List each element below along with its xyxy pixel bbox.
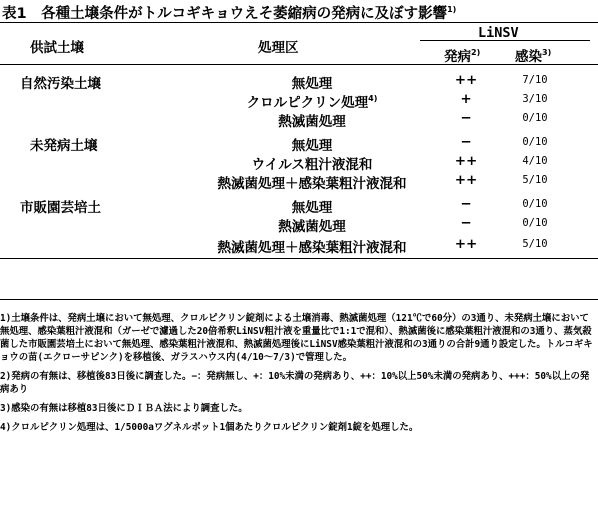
- header-bottom-rule: [0, 64, 598, 65]
- row-5-treatment: ウイルス粗汁液混和: [251, 157, 373, 173]
- footnote-1: 1)土壌条件は、発病土壌において無処理、クロルピクリン錠剤による土壌消毒、熱滅菌処理（121℃で60分）の3通り、未発病土壌において無処理、感染葉粗汁液混和（ガーゼで濾過した20倍希釈LiNSV粗汁液を重量比で1:1で混和）、熱滅菌後に感染葉粗汁液混和の3通り、蒸気殺菌した市販園芸培土において無処理、感染葉粗汁液混和、熱滅菌処理後にLiNSV感染葉粗汁液混和の3通りの合計9通り設定した。トルコギキョウの苗(エクローサピンク)を移植後、ガラスハウス内(4/10〜7/3)で管理した。: [0, 313, 593, 363]
- row-9-onset: ++: [454, 236, 478, 252]
- table-title-footnote-mark: 1): [447, 5, 457, 14]
- row-6-onset: ++: [454, 172, 478, 188]
- row-3-onset: −: [460, 110, 472, 126]
- header-linsv: LiNSV: [478, 25, 519, 41]
- table-title: [2, 2, 456, 23]
- row-1-infection: 7/10: [522, 74, 548, 86]
- row-7-treatment: 無処理: [291, 200, 333, 216]
- row-7-soil: 市販園芸培土: [20, 200, 101, 216]
- row-9-treatment: 熱滅菌処理＋感染葉粗汁液混和: [217, 240, 407, 256]
- row-1-treatment: 無処理: [291, 76, 333, 92]
- row-3-infection: 0/10: [522, 112, 548, 124]
- header-onset-footnote-mark: 2): [471, 48, 481, 57]
- notes-separator-rule: [0, 299, 598, 300]
- row-7-infection: 0/10: [522, 198, 548, 210]
- footnotes: [0, 312, 595, 440]
- top-rule: [0, 22, 598, 23]
- row-2-treatment-text: クロルピクリン処理: [246, 95, 369, 111]
- row-5-infection: 4/10: [522, 155, 548, 167]
- row-2-onset: +: [460, 91, 472, 107]
- row-2-footnote-mark: 4): [368, 94, 378, 103]
- row-7-onset: −: [460, 196, 472, 212]
- row-8-infection: 0/10: [522, 217, 548, 229]
- row-3-treatment: 熱滅菌処理: [278, 114, 346, 130]
- footnote-2: 2)発病の有無は、移植後83日後に調査した。−：発病無し、+：10%未満の発病あり、++：10%以上50%未満の発病あり、+++：50%以上の発病あり: [0, 371, 590, 395]
- row-1-onset: ++: [454, 72, 478, 88]
- row-6-treatment: 熱滅菌処理＋感染葉粗汁液混和: [217, 176, 407, 192]
- row-4-soil: 未発病土壌: [30, 138, 98, 154]
- row-2-infection: 3/10: [522, 93, 548, 105]
- header-infection: [515, 45, 551, 65]
- header-onset-text: 発病: [444, 49, 471, 65]
- header-soil: 供試土壌: [30, 40, 84, 56]
- row-2-treatment: [162, 91, 462, 111]
- table-bottom-rule: [0, 258, 598, 259]
- header-infection-text: 感染: [515, 49, 542, 65]
- header-treatment: 処理区: [258, 40, 299, 56]
- row-5-onset: ++: [454, 153, 478, 169]
- header-infection-footnote-mark: 3): [542, 48, 552, 57]
- footnote-3: 3)感染の有無は移植83日後にＤＩＢＡ法により調査した。: [0, 403, 248, 414]
- row-1-soil: 自然汚染土壌: [20, 76, 101, 92]
- footnote-4: 4)クロルピクリン処理は、1/5000aワグネルポット1個あたりクロルピクリン錠剤1錠を処理した。: [0, 422, 419, 433]
- row-4-onset: −: [460, 134, 472, 150]
- header-onset: [444, 45, 480, 65]
- row-8-onset: −: [460, 215, 472, 231]
- row-6-infection: 5/10: [522, 174, 548, 186]
- table-title-text: 表1 各種土壌条件がトルコギキョウえそ萎縮病の発病に及ぼす影響: [2, 6, 448, 22]
- row-4-treatment: 無処理: [291, 138, 333, 154]
- row-8-treatment: 熱滅菌処理: [278, 219, 346, 235]
- row-9-infection: 5/10: [522, 238, 548, 250]
- row-4-infection: 0/10: [522, 136, 548, 148]
